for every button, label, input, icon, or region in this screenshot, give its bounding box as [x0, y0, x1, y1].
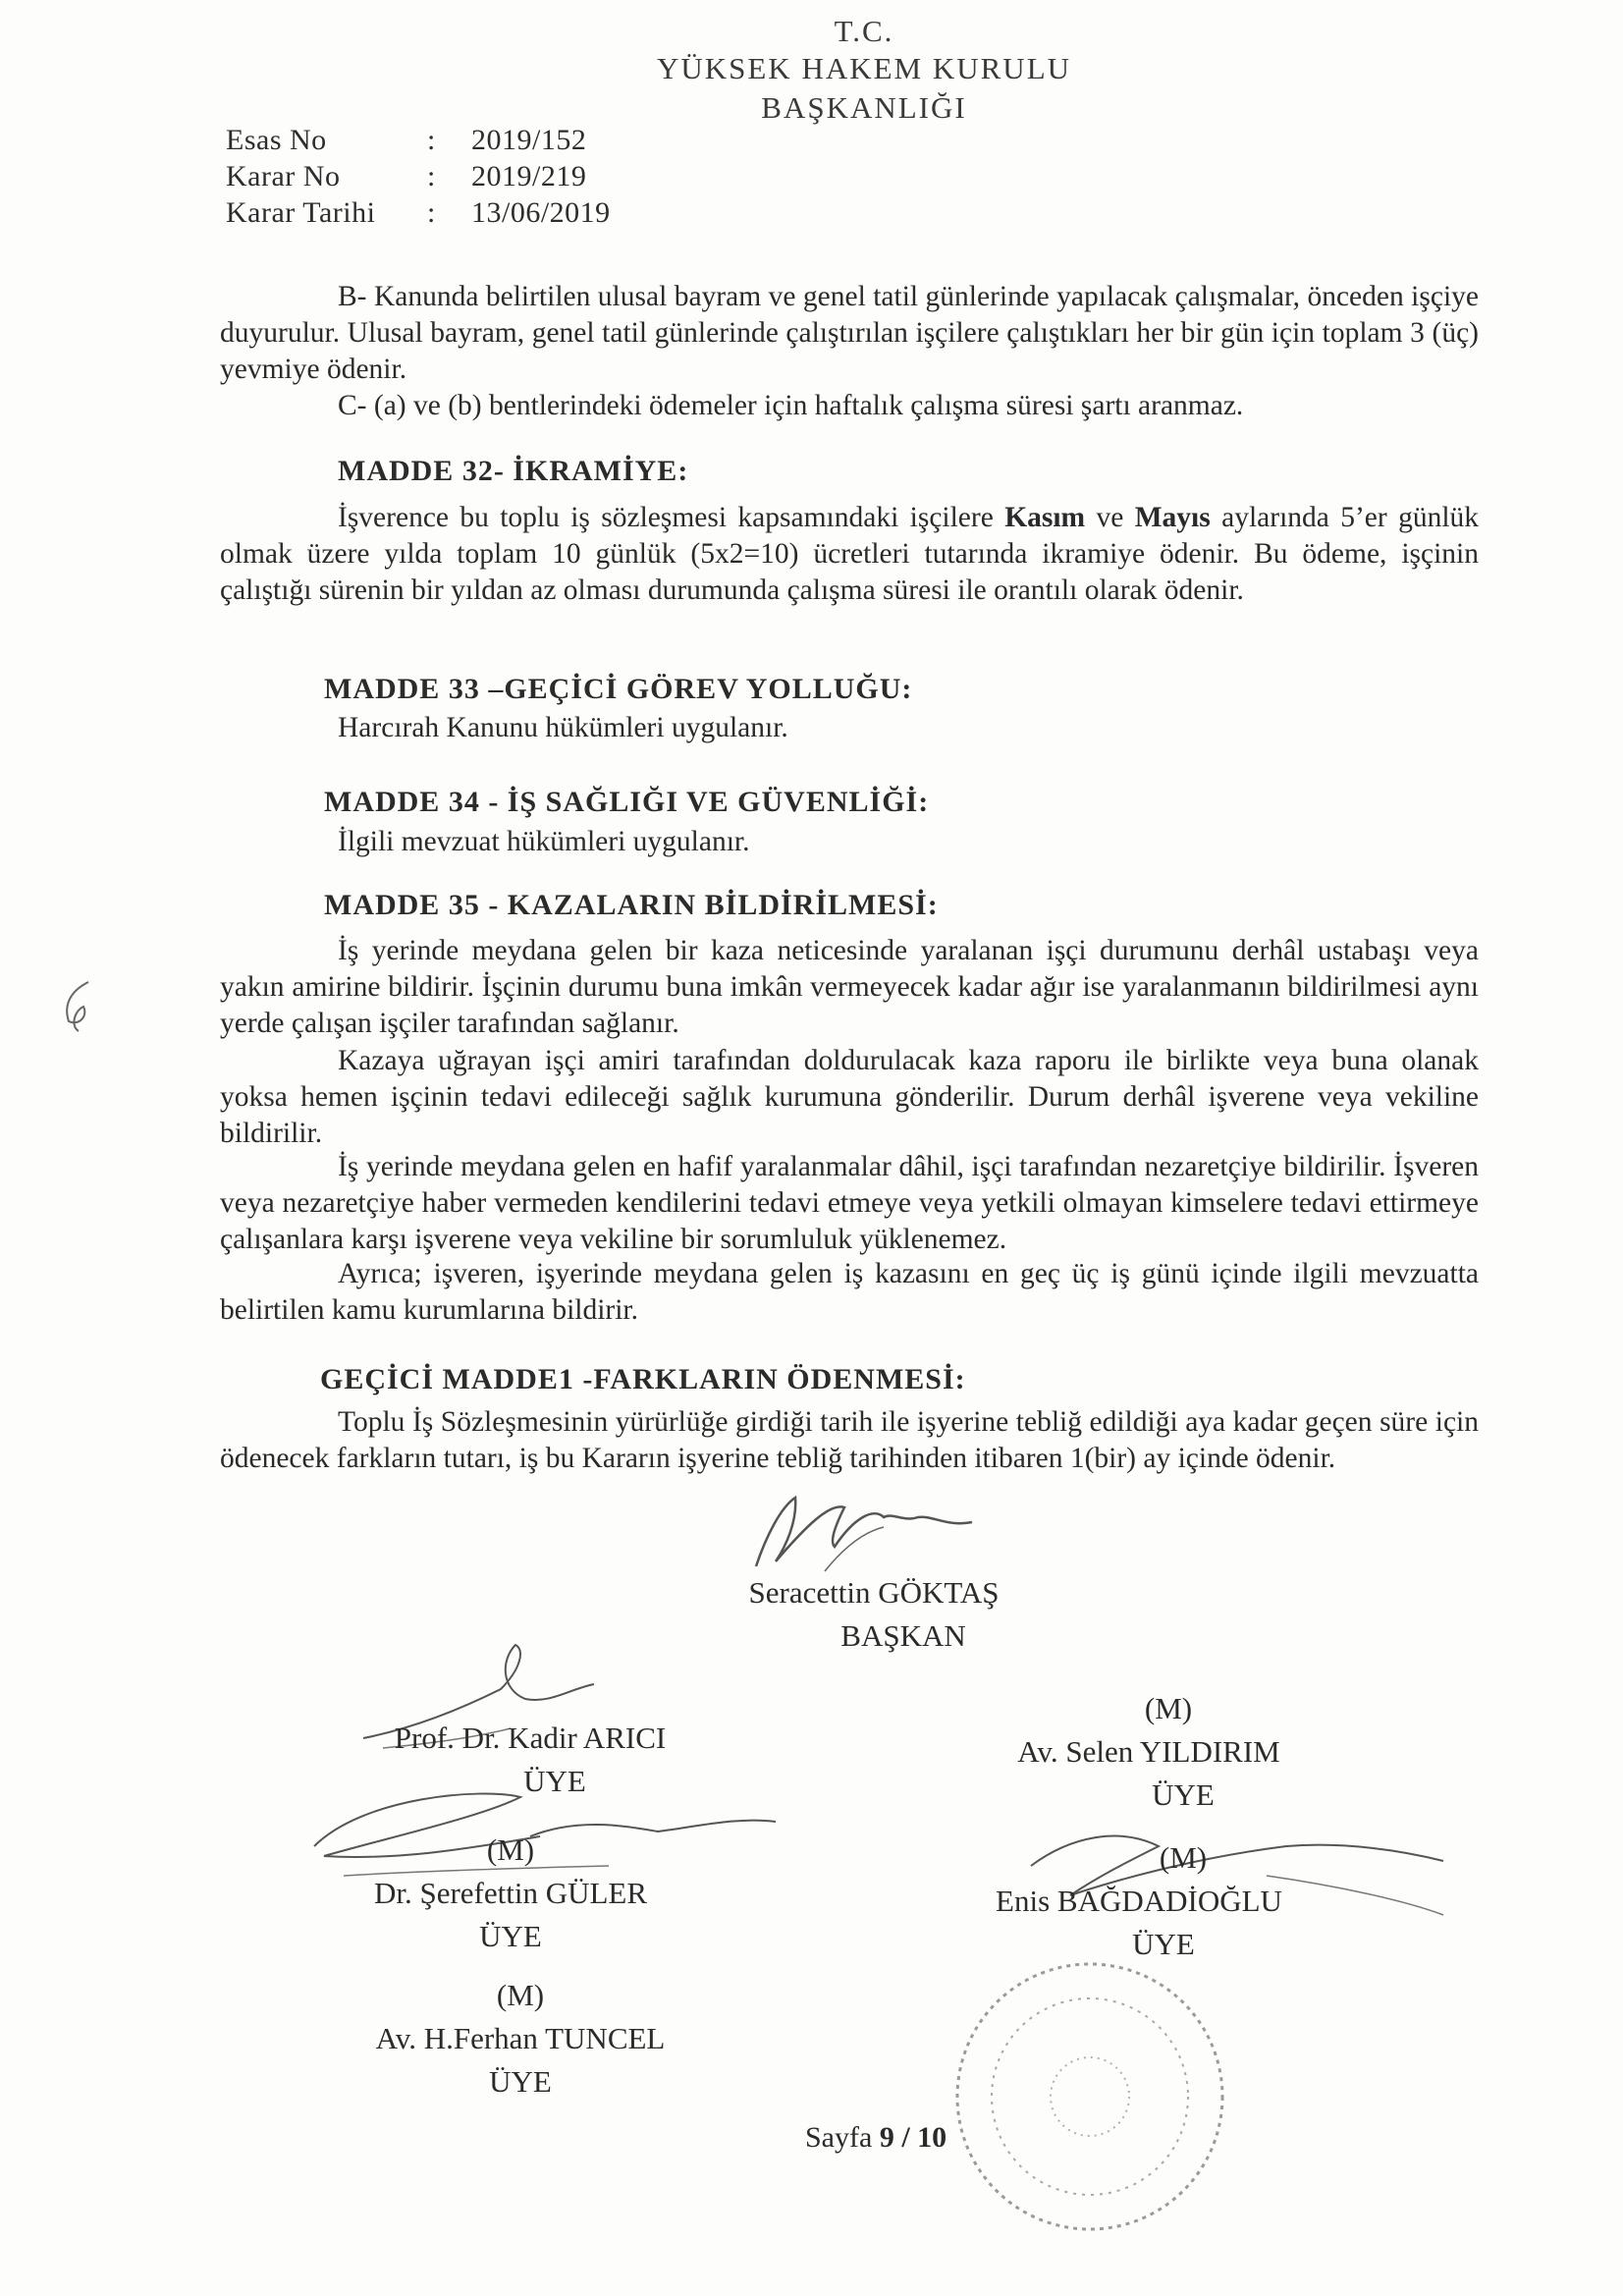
enis-role: ÜYE: [1132, 1927, 1195, 1961]
meta-karar-no: [226, 160, 586, 193]
president-signature: [736, 1478, 992, 1576]
meta-label: Karar No: [226, 160, 341, 192]
kadir-name: Prof. Dr. Kadir ARICI: [394, 1721, 667, 1755]
signature-serefettin: [363, 1829, 658, 1958]
selen-role: ÜYE: [1152, 1777, 1215, 1812]
madde32-text: [220, 500, 1479, 609]
madde35-p2: [220, 1043, 1479, 1152]
madde32-text-after: aylarında 5’er günlük olmak üzere yılda toplam 10 günlük (5x2=10) ücretleri tutarında ikramiye ödenir. Bu ödeme, işçinin çalıştığı sürenin bir yıldan az olması durumunda çalışma süresi ile orantılı olarak ödenir.: [220, 502, 1480, 606]
page-number-prefix: Sayfa: [805, 2121, 880, 2154]
header-tc: T.C.: [834, 14, 894, 48]
kadir-role: ÜYE: [523, 1764, 586, 1798]
paragraph-c-text: C- (a) ve (b) bentlerindeki ödemeler için haftalık çalışma süresi şartı aranmaz.: [338, 390, 1244, 421]
madde35-p2-text: Kazaya uğrayan işçi amiri tarafından doldurulacak kaza raporu ile birlikte veya buna olanak yoksa hemen işçinin tedavi edileceği sağlık kurumuna gönderilir. Durum derhâl işverene veya vekiline bildirilir.: [220, 1045, 1479, 1149]
meta-value: 2019/219: [471, 160, 587, 192]
serefettin-mark: (M): [486, 1832, 535, 1867]
madde35-p1-text: İş yerinde meydana gelen bir kaza neticesinde yaralanan işçi durumunu derhâl ustabaşı veya yakın amirine bildirir. İşçinin durumu buna imkân vermeyecek kadar ağır ise yaralanmanın bildirilmesi aynı yerde çalışan işçiler tarafından sağlanır.: [220, 935, 1479, 1039]
ferhan-role: ÜYE: [489, 2064, 552, 2099]
madde32-heading: MADDE 32- İKRAMİYE:: [338, 455, 689, 487]
meta-value: 2019/152: [471, 124, 587, 156]
header-institution: YÜKSEK HAKEM KURULU: [656, 51, 1072, 85]
signature-ferhan: [353, 1974, 687, 2104]
page-number-value: 9 / 10: [879, 2121, 947, 2154]
madde35-p4: [220, 1256, 1479, 1329]
madde32-kasim: Kasım: [1004, 502, 1086, 533]
signature-kadir: [373, 1717, 687, 1803]
madde35-p3: [220, 1149, 1479, 1258]
president-role: BAŞKAN: [840, 1618, 966, 1653]
paragraph-b-text: B- Kanunda belirtilen ulusal bayram ve genel tatil günlerinde yapılacak çalışmalar, önceden işçiye duyurulur. Ulusal bayram, genel tatil günlerinde çalıştırılan işçilere çalıştıkları her bir gün için toplam 3 (üç) yevmiye ödenir.: [220, 281, 1479, 385]
meta-label: Esas No: [226, 124, 327, 156]
enis-name: Enis BAĞDADİOĞLU: [996, 1884, 1282, 1918]
gecici-text: [220, 1404, 1479, 1477]
serefettin-role: ÜYE: [479, 1919, 542, 1953]
gecici-text-body: Toplu İş Sözleşmesinin yürürlüğe girdiği tarih ile işyerine tebliğ edildiği aya kadar geçen süre için ödenecek farkların tutarı, iş bu Kararın işyerine tebliğ tarihinden itibaren 1(bir) ay içinde ödenir.: [220, 1406, 1479, 1474]
madde33-text: Harcırah Kanunu hükümleri uygulanır.: [338, 712, 788, 743]
paragraph-c: [220, 388, 1479, 424]
serefettin-name: Dr. Şerefettin GÜLER: [373, 1876, 648, 1910]
ferhan-name: Av. H.Ferhan TUNCEL: [375, 2021, 666, 2055]
paragraph-b: [220, 279, 1479, 388]
madde35-p4-text: Ayrıca; işveren, işyerinde meydana gelen iş kazasını en geç üç iş günü içinde ilgili mevzuatta belirtilen kamu kurumlarına bildirir.: [220, 1258, 1479, 1326]
meta-label: Karar Tarihi: [226, 196, 376, 229]
madde35-heading: MADDE 35 - KAZALARIN BİLDİRİLMESİ:: [324, 889, 939, 921]
meta-esas-no: [226, 124, 586, 157]
meta-colon: :: [427, 160, 436, 192]
signature-selen: [992, 1687, 1306, 1817]
madde32-ve: ve: [1085, 502, 1135, 533]
madde34-text: İlgili mevzuat hükümleri uygulanır.: [338, 826, 750, 857]
meta-karar-tarihi: [226, 196, 611, 230]
madde33-heading: MADDE 33 –GEÇİCİ GÖREV YOLLUĞU:: [324, 673, 913, 705]
meta-value: 13/06/2019: [471, 196, 611, 229]
madde32-text-before: İşverence bu toplu iş sözleşmesi kapsamındaki işçilere: [338, 502, 1005, 533]
selen-mark: (M): [1144, 1691, 1193, 1725]
madde35-p3-text: İş yerinde meydana gelen en hafif yaralanmalar dâhil, işçi tarafından nezaretçiye bildirilir. İşveren veya nezaretçiye haber vermeden kendilerini tedavi etmeye veya yetkili olmayan kimselere tedavi ettirmeye çalışanlara karşı işverene veya vekiline bir sorumluluk yüklenemez.: [220, 1151, 1479, 1255]
meta-colon: :: [427, 196, 436, 229]
page-number: [805, 2121, 947, 2155]
gecici-heading: GEÇİCİ MADDE1 -FARKLARIN ÖDENMESİ:: [320, 1363, 966, 1395]
madde35-p1: [220, 933, 1479, 1042]
header-presidency: BAŞKANLIĞI: [761, 90, 967, 125]
president-name: Seracettin GÖKTAŞ: [748, 1575, 1000, 1610]
official-seal: [943, 1949, 1237, 2244]
ferhan-mark: (M): [496, 1978, 545, 2012]
enis-mark: (M): [1159, 1840, 1208, 1875]
madde34-heading: MADDE 34 - İŞ SAĞLIĞI VE GÜVENLİĞİ:: [324, 786, 930, 818]
madde32-mayis: Mayıs: [1134, 502, 1211, 533]
selen-name: Av. Selen YILDIRIM: [1017, 1734, 1280, 1769]
side-initial: [59, 977, 98, 1036]
signature-enis: [982, 1836, 1296, 1966]
meta-colon: :: [427, 124, 436, 156]
signature-president: [746, 1571, 1001, 1658]
